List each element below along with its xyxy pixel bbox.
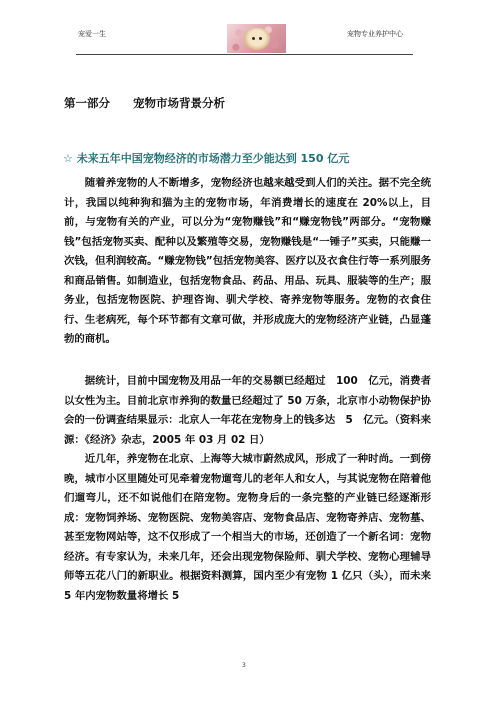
dog-image [244, 28, 270, 50]
page-header [76, 24, 413, 55]
page-number: 3 [242, 662, 246, 669]
header-dog-photo [227, 24, 286, 53]
paragraph-1: 随着养宠物的人不断增多，宠物经济也越来越受到人们的关注。据不完全统计，我国以纯种狗和猫为主的宠物市场，年消费增长的速度在 20%以上，目前，与宠物有关的产业，可以分为“宠物赚钱”和“赚宠物钱”两部分。“宠物赚钱”包括宠物买卖、配种以及繁殖等交易，宠物赚钱是“一锤子”买卖，只能赚一次钱，但利润较高。“赚宠物钱”包括宠物美容、医疗以及衣食住行等一系列服务和商品销售。如制造业，包括宠物食品、药品、用品、玩具、服装等的生产；服务业，包括宠物医院、护理咨询、驯犬学校、寄养宠物等服务。宠物的衣食住行、生老病死，每个环节都有文章可做，并形成庞大的宠物经济产业链，凸显蓬勃的商机。 [64, 177, 431, 345]
section-subtitle: ☆ 未来五年中国宠物经济的市场潜力至少能达到 150 亿元 [63, 152, 350, 165]
section-title: 第一部分 宠物市场背景分析 [64, 96, 225, 110]
paragraph-3: 近几年，养宠物在北京、上海等大城市蔚然成风，形成了一种时尚。一到傍晚，城市小区里随处可见牵着宠物遛弯儿的老年人和女人，与其说宠物在陪着他们遛弯儿，还不如说他们在陪宠物。宠物身后的一条完整的产业链已经逐渐形成：宠物饲养场、宠物医院、宠物美容店、宠物食品店、宠物寄养店、宠物墓、甚至宠物网站等，这不仅形成了一个相当大的市场，还创造了一个新名词：宠物经济。有专家认为，未来几年，还会出现宠物保险师、驯犬学校、宠物心理辅导师等五花八门的新职业。根据资料测算，国内至少有宠物 1 亿只（头），而未来 5 年内宠物数量将增长 5 [64, 453, 431, 602]
header-left-text: 宠爱一生 [78, 30, 106, 38]
header-right-text: 宠物专业养护中心 [347, 30, 403, 38]
paragraph-2: 据统计，目前中国宠物及用品一年的交易额已经超过 100 亿元，消费者以女性为主。目前北京市养狗的数量已经超过了 50 万条，北京市小动物保护协会的一份调查结果显示：北京人一年花在宠物身上的钱多达 5 亿元。（资料来源：《经济》杂志，2005 年 03 月 02 日） [64, 375, 431, 446]
